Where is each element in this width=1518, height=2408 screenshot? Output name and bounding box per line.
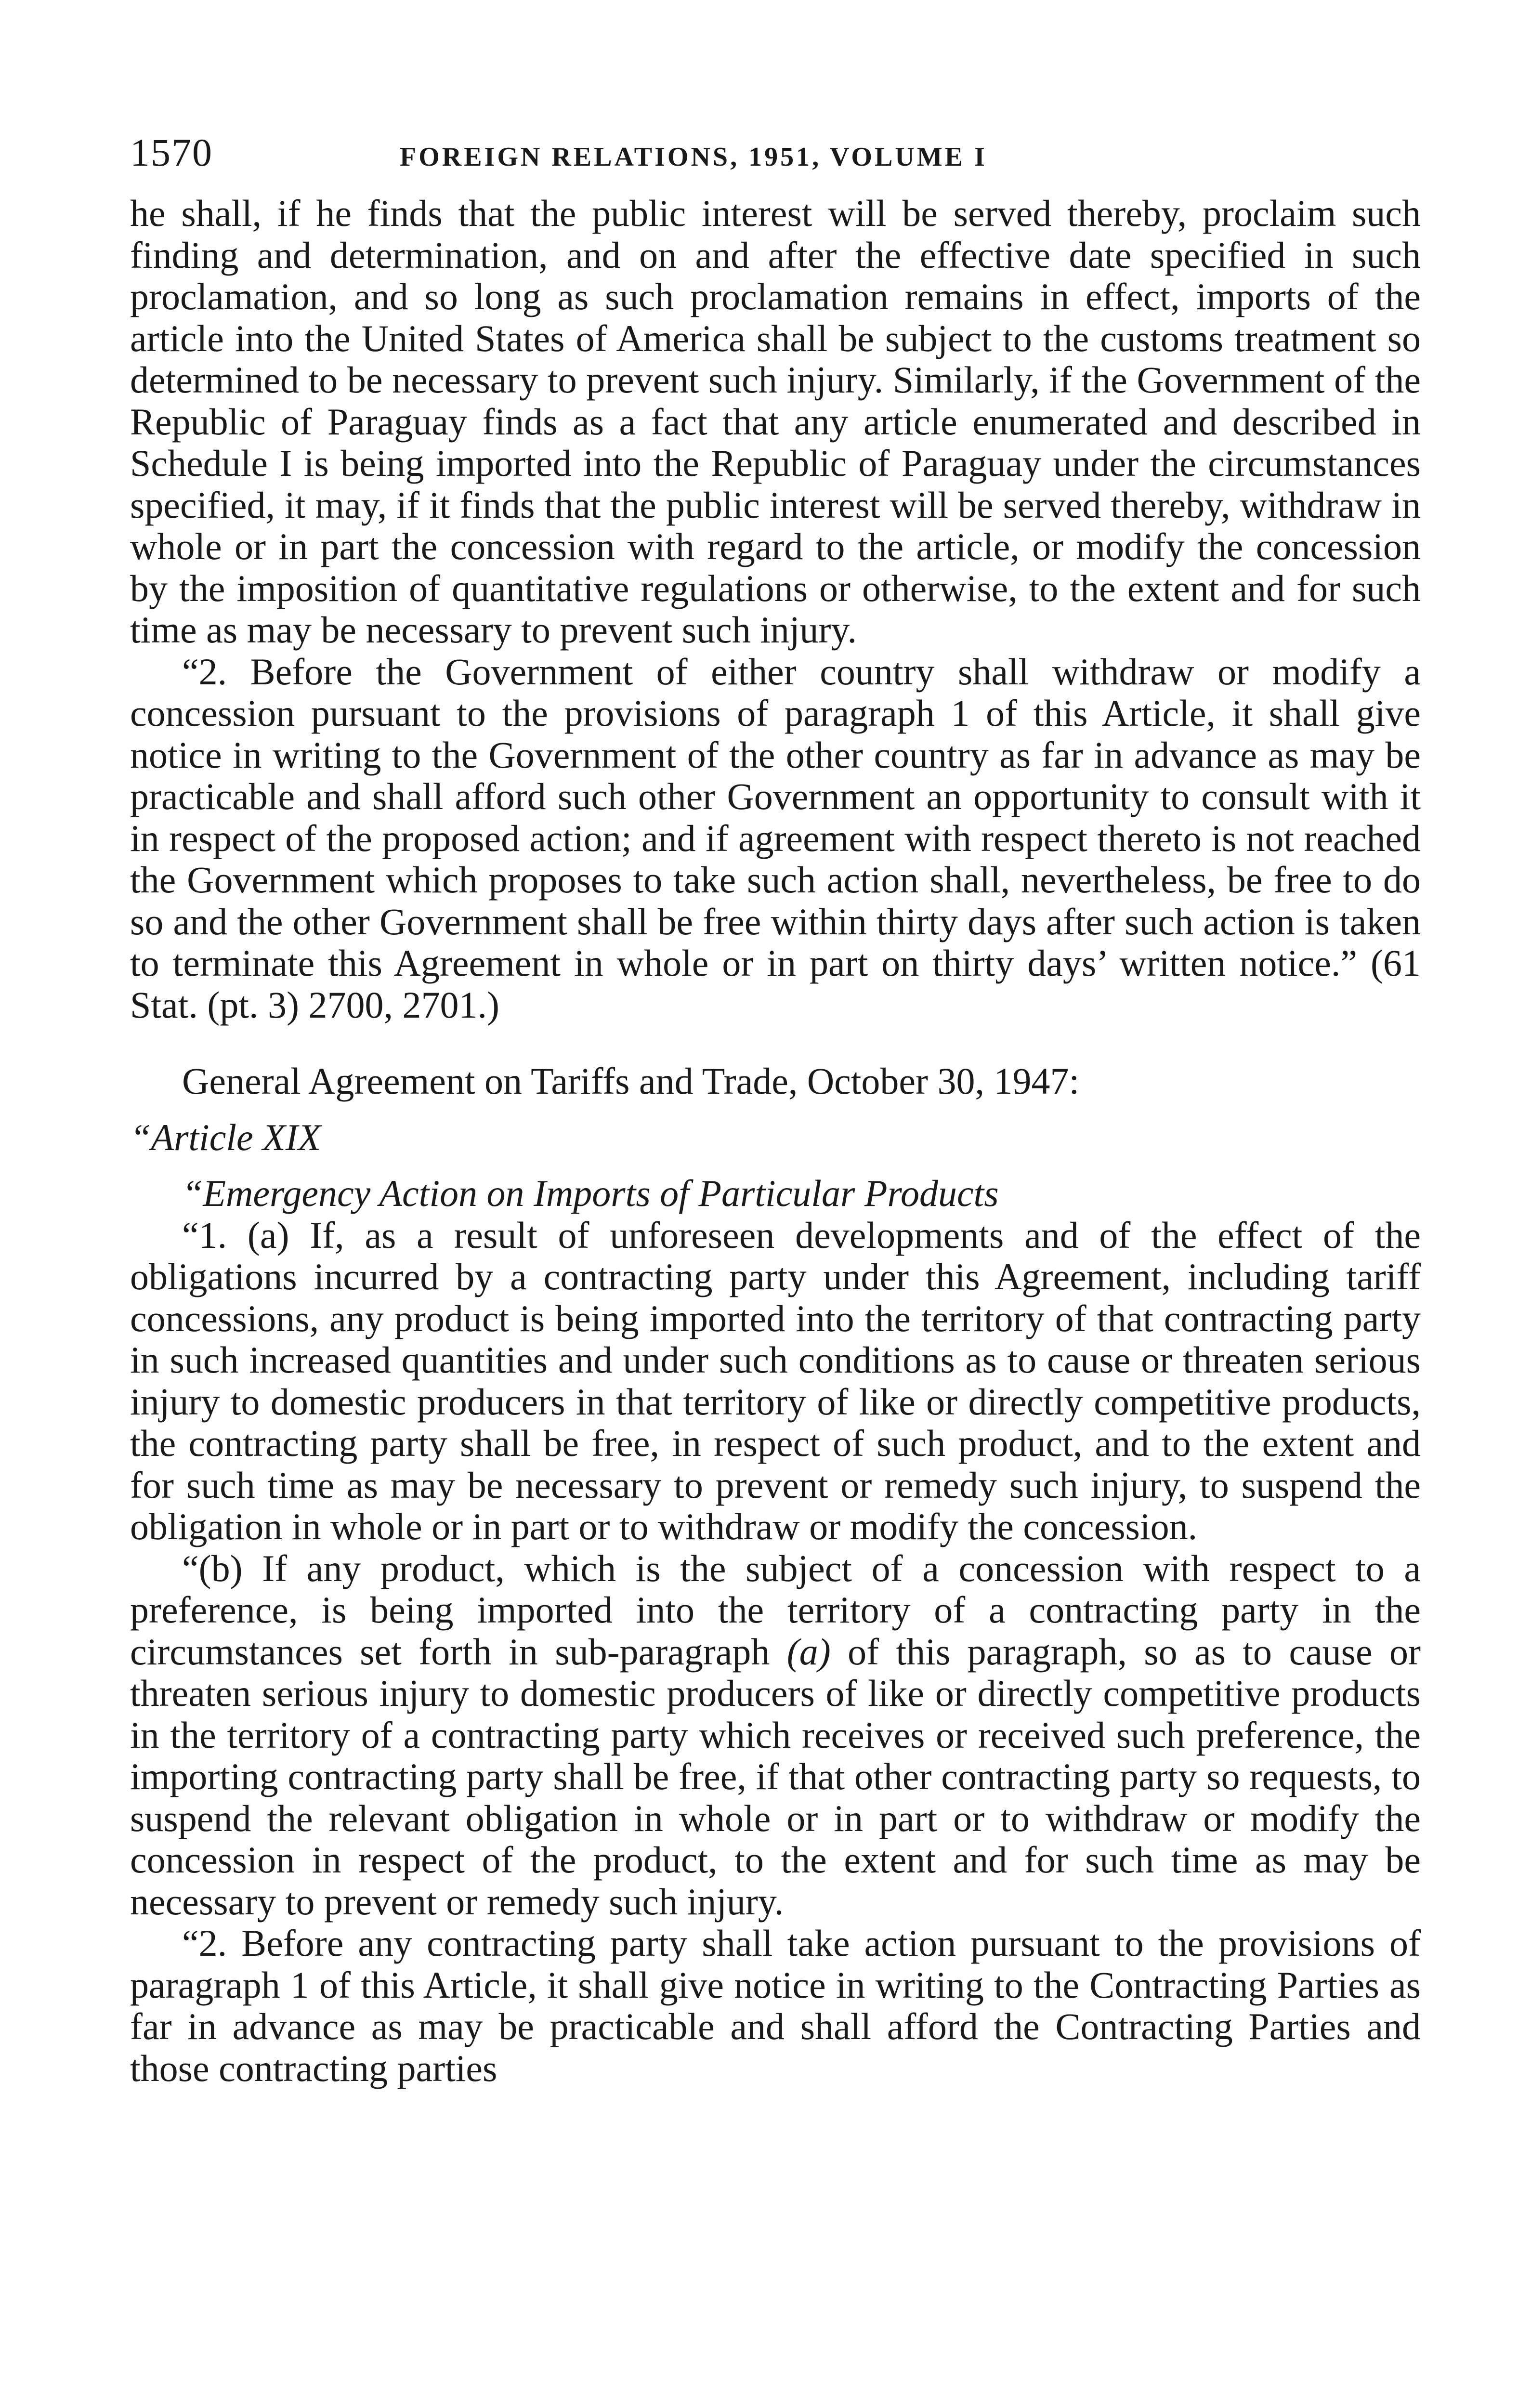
paragraph-1a-text: If, as a result of unforeseen developments and of the effect of the obligations incurred by a contracting party under this Agreement, including tariff concessions, any product is being imported into the territory of that contracting party in such increased quantities and under such conditions as to cause or threaten serious injury to domestic producers in that territory of like or directly competitive products, the contracting party shall be free, in respect of such product, and to the extent and for such time as may be necessary to prevent or remedy such injury, to suspend the obligation in whole or in part or to withdraw or modify the concession. bbox=[130, 1214, 1421, 1547]
paragraph-1b-label: “(b) bbox=[182, 1547, 243, 1589]
paragraph-1b bbox=[130, 1548, 1421, 1923]
paragraph-continuation: he shall, if he finds that the public interest will be served thereby, proclaim such finding and determination, and on and after the effective date specified in such proclamation, and so long as such proclamation remains in effect, imports of the article into the United States of America shall be subject to the customs treatment so determined to be necessary to prevent such injury. Similarly, if the Government of the Republic of Paraguay finds as a fact that any article enumerated and described in Schedule I is being imported into the Republic of Paraguay under the circumstances specified, it may, if it finds that the public interest will be served thereby, withdraw in whole or in part the concession with regard to the article, or modify the concession by the imposition of quantitative regulations or otherwise, to the extent and for such time as may be necessary to prevent such injury. bbox=[130, 192, 1421, 651]
body-text bbox=[130, 193, 1421, 2089]
running-header bbox=[130, 130, 1421, 183]
paragraph-1a-label: “1. (a) bbox=[182, 1214, 289, 1256]
article-heading: “Article XIX bbox=[130, 1116, 321, 1158]
paragraph-1b-text-b: of this paragraph, so as to cause or threaten serious injury to domestic producers of like or directly competitive products in the territory of a contracting party which receives or received such preference, the importing contracting party shall be free, if that other contracting party so requests, to suspend the relevant obligation in whole or in part or to withdraw or modify the concession in respect of the product, to the extent and for such time as may be necessary to prevent or remedy such injury. bbox=[130, 1630, 1421, 1923]
section-heading: “Emergency Action on Imports of Particular Products bbox=[182, 1172, 999, 1214]
gatt-intro: General Agreement on Tariffs and Trade, October 30, 1947: bbox=[182, 1060, 1080, 1102]
page-number: 1570 bbox=[130, 131, 213, 174]
paragraph-1a bbox=[130, 1215, 1421, 1548]
running-title: FOREIGN RELATIONS, 1951, VOLUME I bbox=[400, 142, 987, 172]
paragraph-2: “2. Before any contracting party shall take action pursuant to the provisions of paragraph 1 of this Article, it shall give notice in writing to the Contracting Parties as far in advance as may be practicable and shall afford the Contracting Parties and those contracting parties bbox=[130, 1922, 1421, 2089]
document-page bbox=[130, 130, 1421, 2089]
paragraph-1b-text-a: If any product, which is the subject of a concession with respect to a preference, is being imported into the territory of a contracting party in the circumstances set forth in sub-paragraph bbox=[130, 1547, 1421, 1673]
paragraph-1b-ref: (a) bbox=[786, 1630, 831, 1673]
paragraph-article-2: “2. Before the Government of either country shall withdraw or modify a concession pursuant to the provisions of paragraph 1 of this Article, it shall give notice in writing to the Government of the other country as far in advance as may be practicable and shall afford such other Government an opportunity to consult with it in respect of the proposed action; and if agreement with respect thereto is not reached the Government which proposes to take such action shall, nevertheless, be free to do so and the other Government shall be free within thirty days after such action is taken to terminate this Agreement in whole or in part on thirty days’ written notice.” (61 Stat. (pt. 3) 2700, 2701.) bbox=[130, 650, 1421, 1026]
